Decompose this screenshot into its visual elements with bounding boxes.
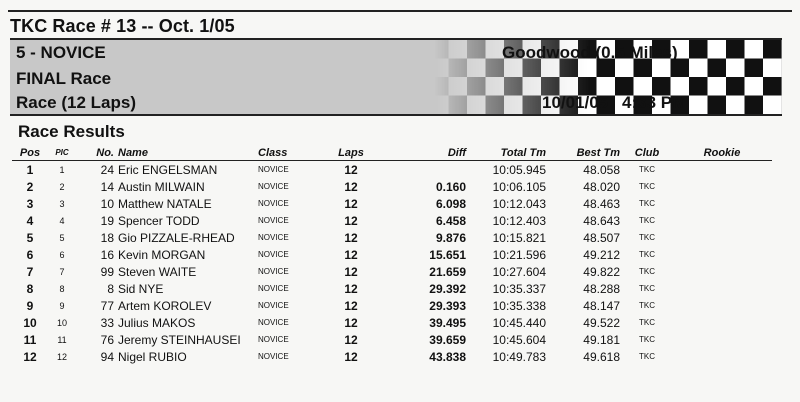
checker-square (726, 96, 745, 115)
cell-name: Julius MAKOS (118, 315, 196, 330)
table-row (12, 297, 772, 314)
col-best: Best Tm (548, 145, 622, 161)
cell-name: Artem KOROLEV (118, 298, 212, 313)
cell-rookie (672, 161, 772, 179)
cell-best: 48.288 (583, 281, 620, 296)
cell-pos: 3 (26, 196, 34, 211)
cell-class: NOVICE (258, 267, 289, 276)
race-type: FINAL Race (16, 69, 112, 88)
checker-square (689, 96, 708, 115)
checker-square (726, 77, 745, 96)
cell-club: TKC (639, 165, 655, 174)
cell-pos: 10 (23, 315, 37, 330)
cell-class: NOVICE (258, 216, 289, 225)
cell-name: Matthew NATALE (118, 196, 212, 211)
table-row (12, 195, 772, 212)
cell-total: 10:27.604 (492, 264, 546, 279)
cell-rookie (672, 178, 772, 195)
cell-rookie (672, 263, 772, 280)
cell-laps: 12 (344, 213, 358, 228)
checker-square (467, 77, 486, 96)
cell-club: TKC (639, 335, 655, 344)
cell-best: 48.643 (583, 213, 620, 228)
cell-rookie (672, 229, 772, 246)
cell-diff: 21.659 (429, 264, 466, 279)
table-row (12, 263, 772, 280)
cell-total: 10:06.105 (492, 179, 546, 194)
cell-pos: 6 (26, 247, 34, 262)
cell-laps: 12 (344, 162, 358, 177)
cell-no: 16 (100, 247, 114, 262)
cell-laps: 12 (344, 349, 358, 364)
cell-class: NOVICE (258, 199, 289, 208)
cell-pic: 2 (59, 181, 65, 192)
col-laps: Laps (320, 145, 382, 161)
checker-square (504, 77, 523, 96)
col-name: Name (116, 145, 256, 161)
cell-pos: 5 (26, 230, 34, 245)
table-row (12, 161, 772, 179)
cell-club: TKC (639, 250, 655, 259)
checker-square (745, 59, 764, 78)
table-row (12, 331, 772, 348)
checker-square (504, 96, 523, 115)
table-row (12, 314, 772, 331)
cell-no: 8 (107, 281, 114, 296)
class-title: 5 - NOVICE (16, 43, 106, 62)
checker-square (523, 96, 542, 115)
cell-pic: 12 (56, 351, 67, 362)
cell-diff: 43.838 (429, 349, 466, 364)
checker-square (708, 40, 727, 59)
cell-diff: 29.393 (429, 298, 466, 313)
cell-club: TKC (639, 199, 655, 208)
cell-total: 10:05.945 (492, 162, 546, 177)
cell-diff: 29.392 (429, 281, 466, 296)
checker-square (689, 77, 708, 96)
cell-pos: 8 (26, 281, 34, 296)
cell-pos: 1 (26, 162, 34, 177)
cell-diff: 6.458 (435, 213, 466, 228)
cell-no: 77 (100, 298, 114, 313)
cell-name: Nigel RUBIO (118, 349, 187, 364)
cell-laps: 12 (344, 179, 358, 194)
cell-rookie (672, 314, 772, 331)
cell-total: 10:35.338 (492, 298, 546, 313)
cell-laps: 12 (344, 298, 358, 313)
cell-class: NOVICE (258, 352, 289, 361)
cell-pic: 11 (57, 334, 67, 345)
checker-square (486, 77, 505, 96)
cell-rookie (672, 348, 772, 365)
cell-class: NOVICE (258, 250, 289, 259)
cell-pos: 12 (23, 349, 37, 364)
checker-square (523, 77, 542, 96)
cell-no: 14 (100, 179, 114, 194)
cell-rookie (672, 195, 772, 212)
cell-no: 10 (100, 196, 114, 211)
checker-square (763, 59, 782, 78)
cell-name: Eric ENGELSMAN (118, 162, 218, 177)
cell-best: 49.618 (583, 349, 620, 364)
checker-square (430, 77, 449, 96)
cell-best: 49.212 (583, 247, 620, 262)
cell-no: 76 (100, 332, 114, 347)
cell-pic: 10 (56, 317, 67, 328)
cell-no: 19 (100, 213, 114, 228)
table-row (12, 178, 772, 195)
cell-total: 10:45.440 (492, 315, 546, 330)
checker-square (726, 59, 745, 78)
cell-club: TKC (639, 216, 655, 225)
cell-laps: 12 (344, 332, 358, 347)
cell-pic: 7 (59, 266, 65, 277)
cell-no: 18 (100, 230, 114, 245)
cell-diff: 6.098 (435, 196, 466, 211)
col-diff: Diff (382, 145, 468, 161)
cell-total: 10:12.043 (492, 196, 546, 211)
checker-square (467, 59, 486, 78)
cell-name: Kevin MORGAN (118, 247, 206, 262)
cell-club: TKC (639, 301, 655, 310)
cell-laps: 12 (344, 196, 358, 211)
cell-total: 10:49.783 (492, 349, 546, 364)
cell-pos: 11 (23, 332, 37, 347)
checker-square (763, 96, 782, 115)
col-total: Total Tm (468, 145, 548, 161)
cell-pic: 9 (59, 300, 65, 311)
cell-club: TKC (639, 284, 655, 293)
cell-best: 48.507 (583, 230, 620, 245)
cell-laps: 12 (344, 230, 358, 245)
cell-total: 10:12.403 (492, 213, 546, 228)
cell-pos: 2 (26, 179, 34, 194)
cell-rookie (672, 297, 772, 314)
cell-best: 48.020 (583, 179, 620, 194)
cell-total: 10:35.337 (492, 281, 546, 296)
checker-square (708, 59, 727, 78)
checker-square (449, 77, 468, 96)
cell-no: 24 (100, 162, 114, 177)
checker-square (745, 77, 764, 96)
results-header-row (12, 145, 772, 161)
cell-class: NOVICE (258, 165, 289, 174)
cell-rookie (672, 212, 772, 229)
col-class: Class (256, 145, 320, 161)
checker-square (763, 77, 782, 96)
cell-club: TKC (639, 352, 655, 361)
cell-name: Austin MILWAIN (118, 179, 205, 194)
cell-no: 94 (100, 349, 114, 364)
cell-pic: 5 (59, 232, 65, 243)
cell-diff: 39.495 (429, 315, 466, 330)
cell-rookie (672, 331, 772, 348)
cell-rookie (672, 246, 772, 263)
col-pos: Pos (12, 145, 48, 161)
track-name: Goodwood (0.5 Miles) (502, 43, 678, 62)
cell-diff: 0.160 (435, 179, 466, 194)
cell-class: NOVICE (258, 318, 289, 327)
checker-square (689, 40, 708, 59)
race-time: 4:33 PM (622, 93, 687, 112)
cell-class: NOVICE (258, 335, 289, 344)
cell-pic: 6 (59, 249, 65, 260)
cell-club: TKC (639, 318, 655, 327)
top-rule (8, 10, 792, 12)
table-row (12, 229, 772, 246)
cell-best: 48.147 (583, 298, 620, 313)
checker-square (467, 40, 486, 59)
col-pic: PIC (48, 145, 76, 161)
checker-square (449, 96, 468, 115)
cell-rookie (672, 280, 772, 297)
checker-square (430, 59, 449, 78)
cell-laps: 12 (344, 264, 358, 279)
cell-total: 10:15.821 (492, 230, 546, 245)
checker-square (708, 77, 727, 96)
cell-diff (382, 161, 468, 179)
checker-square (449, 40, 468, 59)
page-title: TKC Race # 13 -- Oct. 1/05 (10, 16, 235, 36)
cell-pos: 9 (26, 298, 34, 313)
cell-class: NOVICE (258, 301, 289, 310)
cell-name: Steven WAITE (118, 264, 197, 279)
cell-name: Spencer TODD (118, 213, 200, 228)
results-heading: Race Results (18, 122, 125, 141)
cell-best: 49.522 (583, 315, 620, 330)
cell-best: 49.822 (583, 264, 620, 279)
col-club: Club (622, 145, 672, 161)
table-row (12, 280, 772, 297)
cell-name: Sid NYE (118, 281, 164, 296)
cell-laps: 12 (344, 247, 358, 262)
cell-best: 48.463 (583, 196, 620, 211)
checker-square (486, 96, 505, 115)
table-row (12, 246, 772, 263)
checker-square (689, 59, 708, 78)
checker-square (745, 40, 764, 59)
checker-square (430, 40, 449, 59)
checker-square (763, 40, 782, 59)
cell-name: Gio PIZZALE-RHEAD (118, 230, 235, 245)
cell-pic: 1 (59, 164, 65, 175)
cell-club: TKC (639, 182, 655, 191)
cell-diff: 9.876 (435, 230, 466, 245)
race-laps: Race (12 Laps) (16, 93, 136, 112)
race-header-band (10, 38, 782, 116)
cell-pic: 8 (59, 283, 65, 294)
cell-pos: 7 (26, 264, 34, 279)
cell-pos: 4 (26, 213, 34, 228)
cell-pic: 4 (59, 215, 65, 226)
cell-best: 49.181 (583, 332, 620, 347)
cell-class: NOVICE (258, 233, 289, 242)
cell-total: 10:45.604 (492, 332, 546, 347)
col-rookie: Rookie (672, 145, 772, 161)
cell-diff: 39.659 (429, 332, 466, 347)
col-no: No. (76, 145, 116, 161)
checker-square (449, 59, 468, 78)
checker-square (745, 96, 764, 115)
cell-name: Jeremy STEINHAUSEI (118, 332, 241, 347)
cell-club: TKC (639, 267, 655, 276)
race-date: 10/01/05 (542, 93, 609, 112)
cell-club: TKC (639, 233, 655, 242)
cell-total: 10:21.596 (492, 247, 546, 262)
cell-no: 33 (100, 315, 114, 330)
cell-best: 48.058 (583, 162, 620, 177)
checker-square (726, 40, 745, 59)
results-table (12, 145, 772, 365)
checker-square (467, 96, 486, 115)
checker-square (430, 96, 449, 115)
checker-square (708, 96, 727, 115)
cell-class: NOVICE (258, 284, 289, 293)
cell-class: NOVICE (258, 182, 289, 191)
table-row (12, 348, 772, 365)
cell-no: 99 (100, 264, 114, 279)
cell-pic: 3 (59, 198, 65, 209)
cell-laps: 12 (344, 315, 358, 330)
cell-laps: 12 (344, 281, 358, 296)
cell-diff: 15.651 (429, 247, 466, 262)
table-row (12, 212, 772, 229)
